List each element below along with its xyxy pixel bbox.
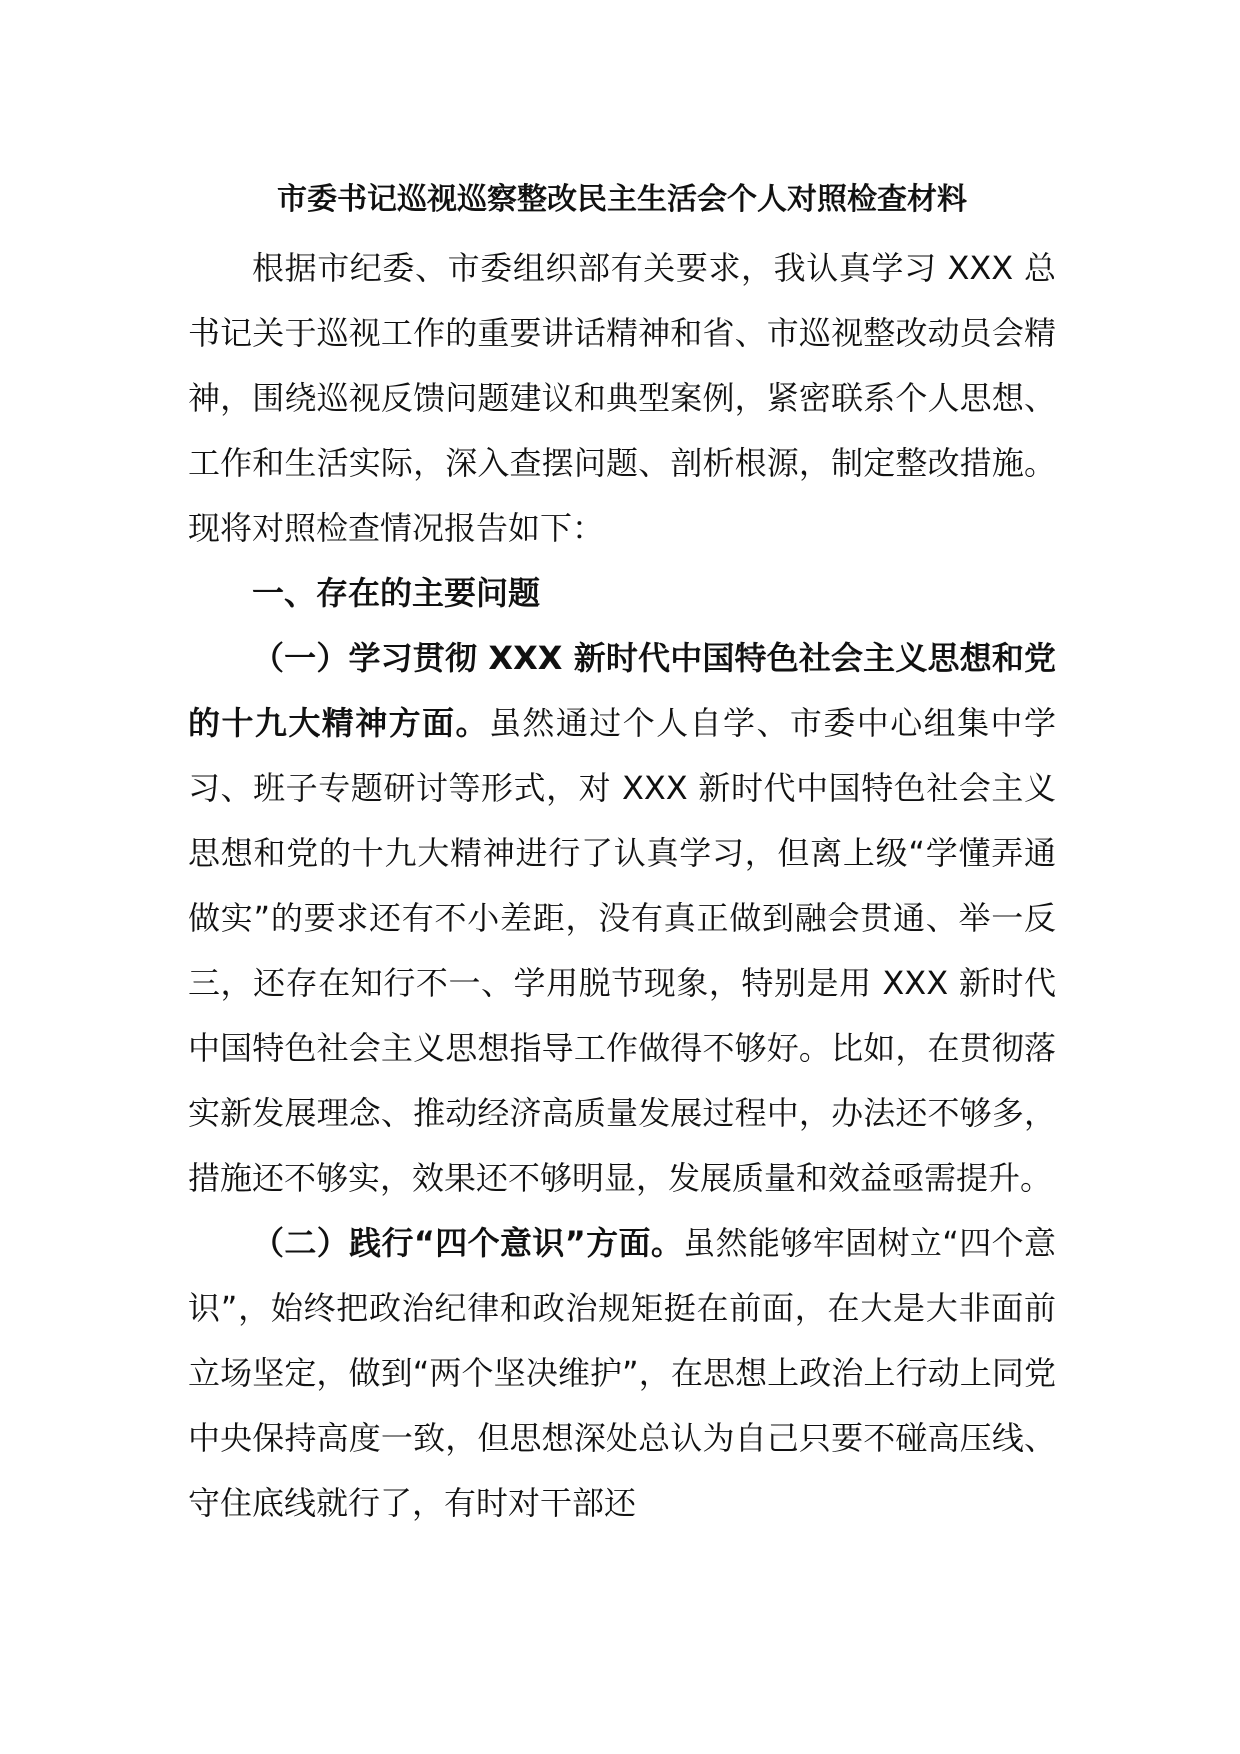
item-2-body: 虽然能够牢固树立“四个意识”，始终把政治纪律和政治规矩挺在前面，在大是大非面前立场坚定，做到“两个坚决维护”，在思想上政治上行动上同党中央保持高度一致，但思想深处总认为自己只要不碰高压线、守住底线就行了，有时对干部还 [188,1224,1056,1522]
item-1-lead: （一）学习贯彻 XXX 新时代中国特色社会主义思想和党的十九大精神方面。 [188,639,1056,742]
item-1-paragraph [188,626,1056,1211]
document-page [188,172,1056,1536]
item-2-paragraph [188,1211,1056,1536]
document-title: 市委书记巡视巡察整改民主生活会个人对照检查材料 [277,182,967,217]
section-heading-problems: 一、存在的主要问题 [252,574,541,612]
intro-paragraph: 根据市纪委、市委组织部有关要求，我认真学习 XXX 总书记关于巡视工作的重要讲话精神和省、市巡视整改动员会精神，围绕巡视反馈问题建议和典型案例，紧密联系个人思想、工作和生活实际，深入查摆问题、剖析根源，制定整改措施。现将对照检查情况报告如下： [188,249,1056,547]
item-1-body: 虽然通过个人自学、市委中心组集中学习、班子专题研讨等形式，对 XXX 新时代中国特色社会主义思想和党的十九大精神进行了认真学习，但离上级“学懂弄通做实”的要求还有不小差距，没有真正做到融会贯通、举一反三，还存在知行不一、学用脱节现象，特别是用 XXX 新时代中国特色社会主义思想指导工作做得不够好。比如，在贯彻落实新发展理念、推动经济高质量发展过程中，办法还不够多，措施还不够实，效果还不够明显，发展质量和效益亟需提升。 [188,704,1056,1197]
item-2-lead: （二）践行“四个意识”方面。 [252,1224,684,1262]
